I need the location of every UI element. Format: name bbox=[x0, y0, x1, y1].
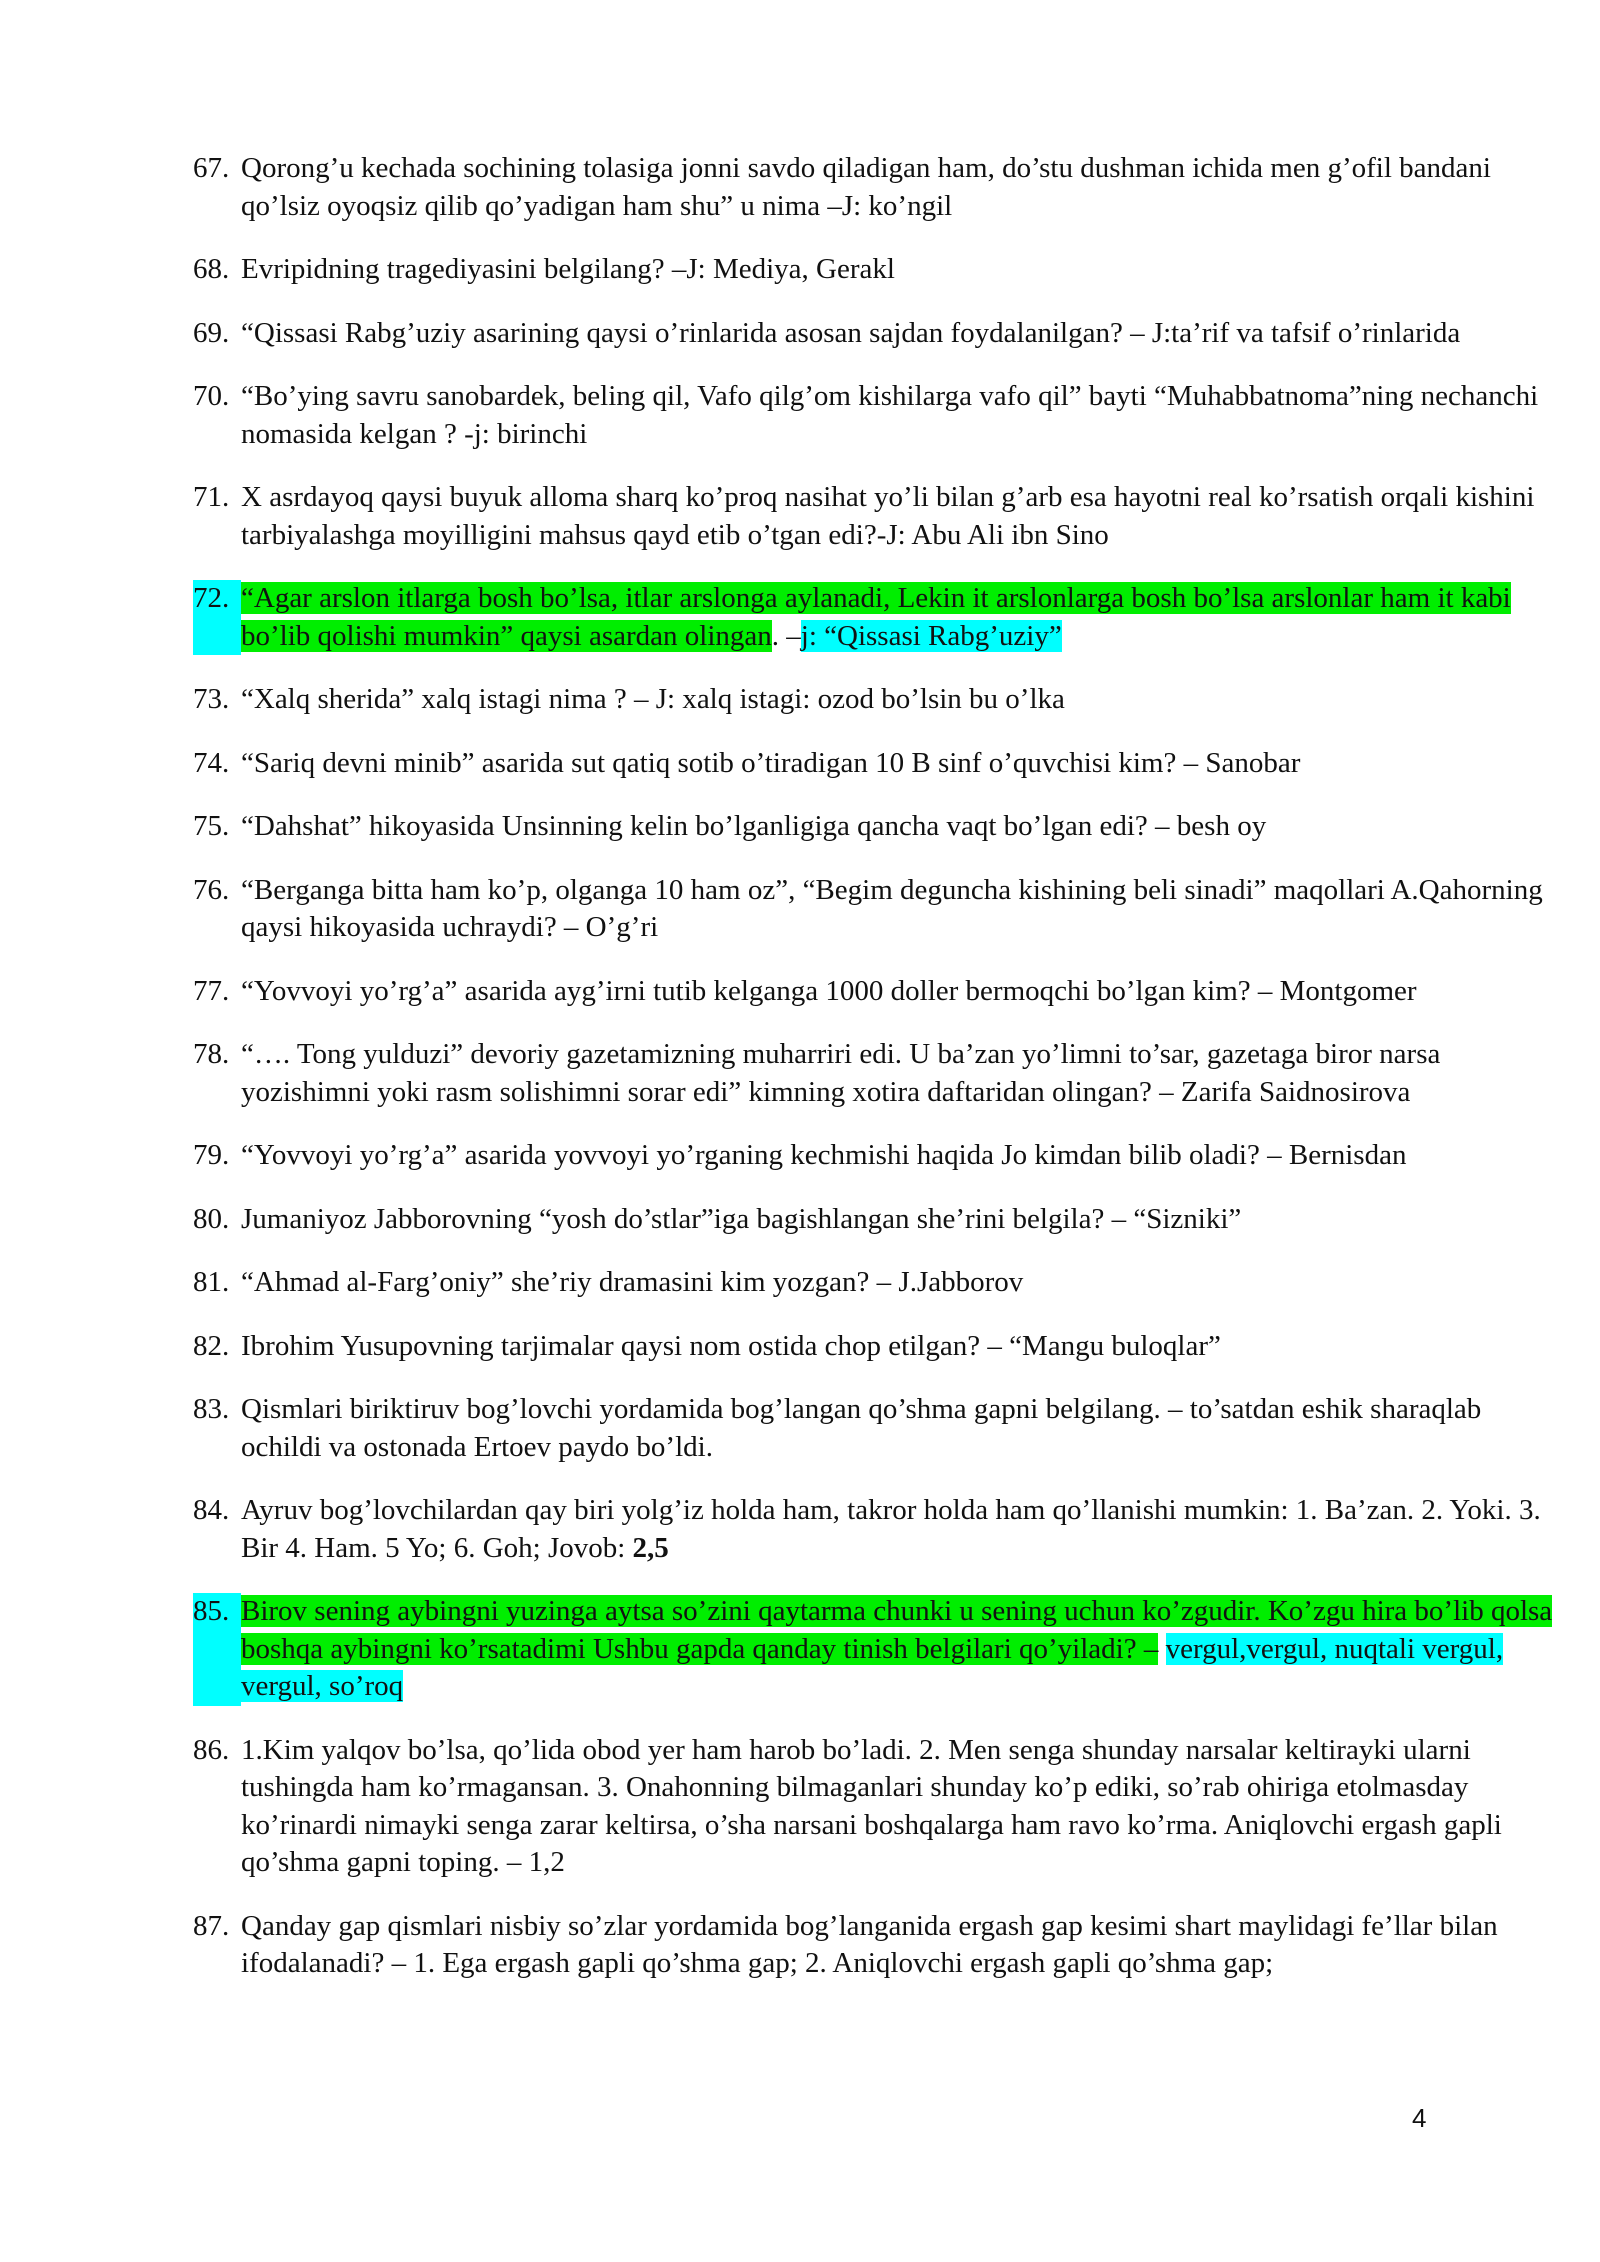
item-number: 68. bbox=[193, 253, 230, 285]
item-number: 70. bbox=[193, 380, 230, 412]
question-text: Qismlari biriktiruv bog’lovchi yordamida bog’langan qo’shma gapni belgilang. – to’satdan eshik sharaqlab ochildi va ostonada Ertoev paydo bo’ldi. bbox=[241, 1393, 1482, 1463]
list-item bbox=[193, 1137, 1568, 1175]
item-number: 77. bbox=[193, 974, 230, 1007]
highlighted-question: Birov sening aybingni yuzinga aytsa so’zini qaytarma chunki u sening uchun ko’zgudir. Ko’zgu hira bo’lib qolsa boshqa aybingni ko’rsatadimi Ushbu gapda qanday tinish belgilari qo’yiladi? – bbox=[241, 1595, 1553, 1665]
list-item bbox=[193, 1732, 1568, 1882]
list-item bbox=[193, 1391, 1568, 1466]
list-item bbox=[193, 973, 1568, 1011]
question-text: “…. Tong yulduzi” devoriy gazetamizning muharriri edi. U ba’zan yo’limni to’sar, gazetaga biror narsa yozishimni yoki rasm solishimni sorar edi” kimning xotira daftaridan olingan? – Zarifa Saidnosirova bbox=[241, 1038, 1441, 1108]
question-text: “Bo’ying savru sanobardek, beling qil, Vafo qilg’om kishilarga vafo qil” bayti “Muhabbatnoma”ning nechanchi nomasida kelgan ? -j: birinchi bbox=[241, 380, 1539, 450]
item-text bbox=[241, 150, 1568, 225]
list-item bbox=[193, 580, 1568, 655]
item-text bbox=[241, 1264, 1568, 1302]
list-item bbox=[193, 1201, 1568, 1239]
question-text: Jumaniyoz Jabborovning “yosh do’stlar”iga bagishlangan she’rini belgila? – “Sizniki” bbox=[241, 1202, 1242, 1235]
question-text: Ibrohim Yusupovning tarjimalar qaysi nom ostida chop etilgan? – “Mangu buloqlar” bbox=[241, 1329, 1221, 1362]
question-text: “Qissasi Rabg’uziy asarining qaysi o’rinlarida asosan sajdan foydalanilgan? – J:ta’rif va tafsif o’rinlarida bbox=[241, 316, 1461, 349]
item-number: 79. bbox=[193, 1139, 230, 1171]
question-text: Qanday gap qismlari nisbiy so’zlar yordamida bog’langanida ergash gap kesimi shart maylidagi fe’llar bilan ifodalanadi? – 1. Ega ergash gapli qo’shma gap; 2. Aniqlovchi ergash gapli qo’shma gap; bbox=[241, 1909, 1498, 1979]
bold-answer: 2,5 bbox=[632, 1531, 669, 1564]
item-number: 86. bbox=[193, 1733, 230, 1766]
item-text bbox=[241, 1036, 1568, 1111]
item-text bbox=[241, 1201, 1568, 1239]
question-text: Ayruv bog’lovchilardan qay biri yolg’iz holda ham, takror holda ham qo’llanishi mumkin: 1. Ba’zan. 2. Yoki. 3. Bir 4. Ham. 5 Yo; 6. Goh; Jovob: bbox=[241, 1494, 1541, 1564]
list-item bbox=[193, 1492, 1568, 1567]
item-number: 69. bbox=[193, 316, 230, 349]
highlighted-answer: j: “Qissasi Rabg’uziy” bbox=[800, 619, 1062, 652]
item-number: 83. bbox=[193, 1393, 230, 1425]
item-text bbox=[241, 681, 1568, 719]
question-text: “Xalq sherida” xalq istagi nima ? – J: xalq istagi: ozod bo’lsin bu o’lka bbox=[241, 683, 1065, 715]
item-text bbox=[241, 1391, 1568, 1466]
item-text bbox=[241, 1137, 1568, 1175]
list-item bbox=[193, 808, 1568, 846]
list-item bbox=[193, 745, 1568, 783]
question-text: “Sariq devni minib” asarida sut qatiq sotib o’tiradigan 10 B sinf o’quvchisi kim? – Sanobar bbox=[241, 746, 1301, 779]
separator-text: . – bbox=[771, 619, 801, 652]
list-item bbox=[193, 479, 1568, 554]
item-text bbox=[241, 808, 1568, 846]
item-number: 76. bbox=[193, 873, 230, 906]
question-text: Qorong’u kechada sochining tolasiga jonni savdo qiladigan ham, do’stu dushman ichida men g’ofil bandani qo’lsiz oyoqsiz qilib qo’yadigan ham shu” u nima –J: ko’ngil bbox=[241, 152, 1491, 222]
list-item bbox=[193, 1328, 1568, 1366]
item-number: 87. bbox=[193, 1909, 230, 1942]
item-text bbox=[241, 378, 1568, 453]
item-text bbox=[241, 315, 1568, 353]
list-item bbox=[193, 378, 1568, 453]
page-number: 4 bbox=[1412, 2103, 1427, 2133]
question-list bbox=[193, 150, 1568, 2009]
item-number: 80. bbox=[193, 1202, 230, 1235]
item-text bbox=[241, 1492, 1568, 1567]
item-number: 72. bbox=[193, 580, 241, 655]
item-number: 78. bbox=[193, 1038, 230, 1070]
list-item bbox=[193, 1593, 1568, 1706]
list-item bbox=[193, 1036, 1568, 1111]
highlighted-question: “Agar arslon itlarga bosh bo’lsa, itlar arslonga aylanadi, Lekin it arslonlarga bosh bo’lsa arslonlar ham it kabi bo’lib qolishi mumkin” qaysi asardan olingan bbox=[241, 582, 1511, 652]
item-text bbox=[241, 251, 1568, 289]
item-text bbox=[241, 973, 1568, 1011]
item-text bbox=[241, 872, 1568, 947]
question-text: X asrdayoq qaysi buyuk alloma sharq ko’proq nasihat yo’li bilan g’arb esa hayotni real ko’rsatish orqali kishini tarbiyalashga moyilligini mahsus qayd etib o’tgan edi?-J: Abu Ali ibn Sino bbox=[241, 481, 1535, 551]
item-number: 71. bbox=[193, 481, 230, 513]
item-text bbox=[241, 479, 1568, 554]
question-text: 1.Kim yalqov bo’lsa, qo’lida obod yer ham harob bo’ladi. 2. Men senga shunday narsalar keltirayki ularni tushingda ham ko’rmagansan. 3. Onahonning bilmaganlari shunday ko’p ediki, so’rab ohiriga etolmasday ko’rinardi nimayki senga zarar keltirsa, o’sha narsani boshqalarga ham ravo ko’rma. Aniqlovchi ergash gapli qo’shma gapni toping. – 1,2 bbox=[241, 1733, 1502, 1878]
item-number: 82. bbox=[193, 1329, 230, 1362]
item-number: 74. bbox=[193, 746, 230, 779]
list-item bbox=[193, 1264, 1568, 1302]
separator-text bbox=[1158, 1633, 1165, 1665]
question-text: “Yovvoyi yo’rg’a” asarida ayg’irni tutib kelganga 1000 doller bermoqchi bo’lgan kim? – Montgomer bbox=[241, 974, 1417, 1007]
highlighted-answer: vergul,vergul, nuqtali vergul, vergul, so’roq bbox=[241, 1632, 1504, 1702]
item-text bbox=[241, 745, 1568, 783]
item-text bbox=[241, 1908, 1568, 1983]
item-number: 85. bbox=[193, 1593, 241, 1706]
list-item bbox=[193, 1908, 1568, 1983]
question-text: “Berganga bitta ham ko’p, olganga 10 ham oz”, “Begim deguncha kishining beli sinadi” maqollari A.Qahorning qaysi hikoyasida uchraydi? – O’g’ri bbox=[241, 873, 1543, 943]
item-number: 84. bbox=[193, 1494, 230, 1526]
question-text: “Ahmad al-Farg’oniy” she’riy dramasini kim yozgan? – J.Jabborov bbox=[241, 1266, 1024, 1298]
item-text bbox=[241, 1732, 1568, 1882]
item-text bbox=[241, 1328, 1568, 1366]
question-text: “Yovvoyi yo’rg’a” asarida yovvoyi yo’rganing kechmishi haqida Jo kimdan bilib oladi? – Bernisdan bbox=[241, 1139, 1407, 1171]
item-text bbox=[241, 580, 1568, 655]
list-item bbox=[193, 251, 1568, 289]
question-text: “Dahshat” hikoyasida Unsinning kelin bo’lganligiga qancha vaqt bo’lgan edi? – besh oy bbox=[241, 810, 1267, 842]
list-item bbox=[193, 872, 1568, 947]
question-text: Evripidning tragediyasini belgilang? –J: Mediya, Gerakl bbox=[241, 253, 895, 285]
item-number: 75. bbox=[193, 810, 230, 842]
list-item bbox=[193, 315, 1568, 353]
item-number: 81. bbox=[193, 1266, 230, 1298]
item-number: 67. bbox=[193, 152, 230, 184]
item-text bbox=[241, 1593, 1568, 1706]
list-item bbox=[193, 681, 1568, 719]
list-item bbox=[193, 150, 1568, 225]
item-number: 73. bbox=[193, 683, 230, 715]
